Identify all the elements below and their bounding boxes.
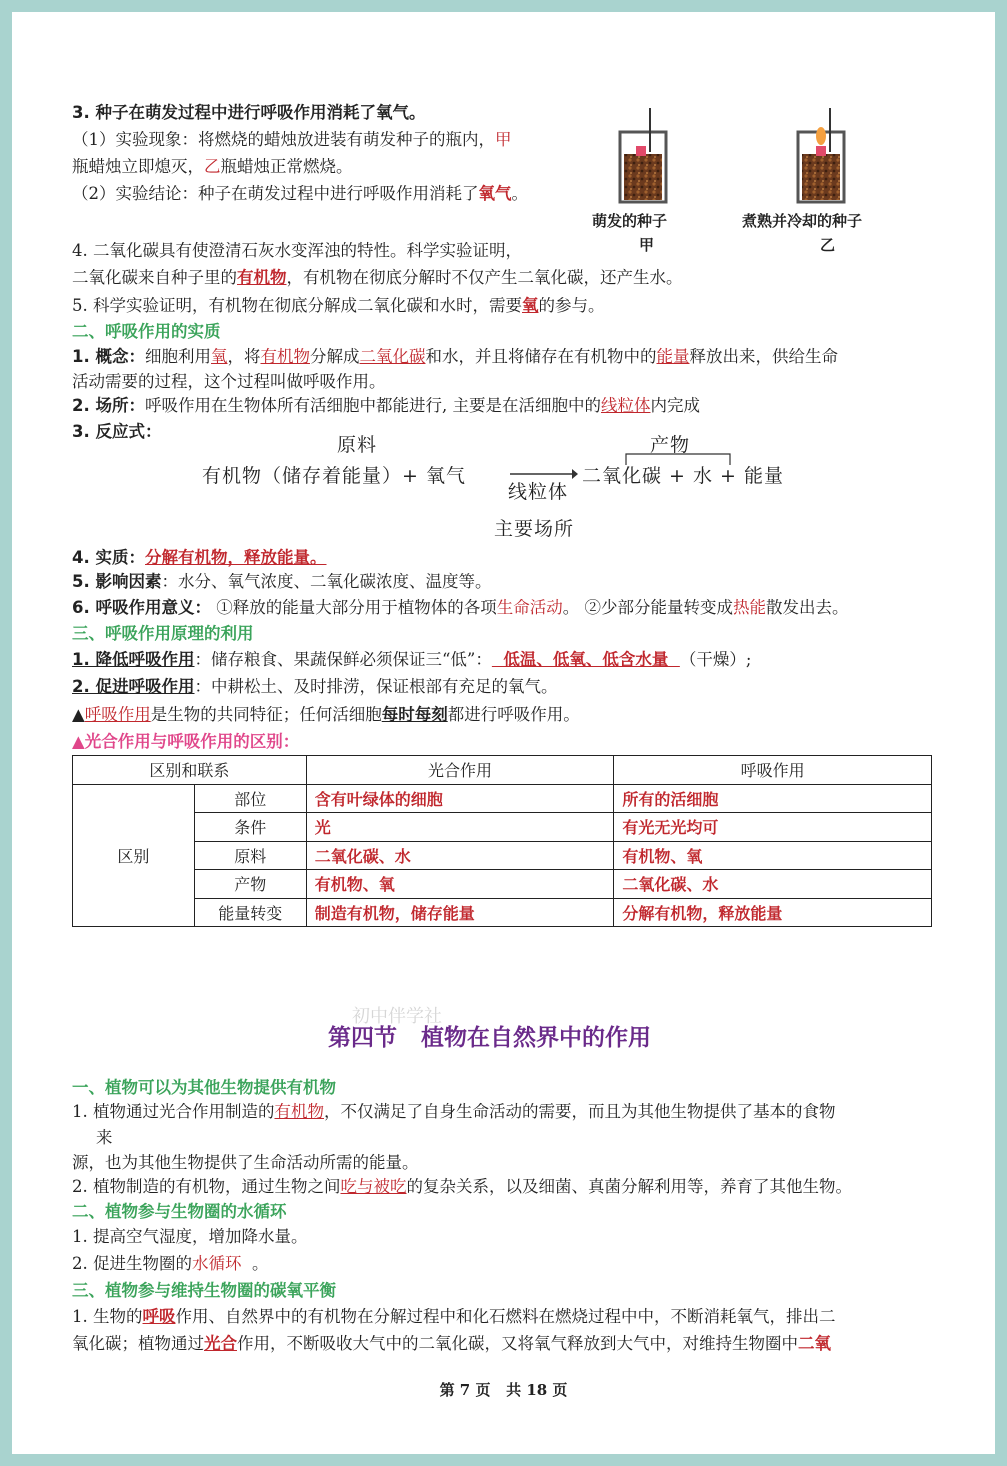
text: 1. 植物通过光合作用制造的 xyxy=(72,1102,275,1121)
text: 是生物的共同特征；任何活细胞 xyxy=(150,705,382,724)
text: ①释放的能量大部分用于植物体的各项 xyxy=(211,598,497,617)
table-cell: 产物 xyxy=(194,870,306,899)
s3-phenomenon xyxy=(72,127,512,153)
watermark: 初中伴学社 xyxy=(352,1006,442,1027)
text: ，有机物在彻底分解时不仅产生二氧化碳，还产生水。 xyxy=(286,268,683,287)
fig-left-label: 甲 xyxy=(639,236,655,254)
table-header: 呼吸作用 xyxy=(614,756,932,785)
s4-line2 xyxy=(72,265,683,291)
table-header: 区别和联系 xyxy=(73,756,307,785)
table-row xyxy=(73,870,932,899)
comparison-table xyxy=(72,755,932,927)
text: （2）实验结论：种子在萌发过程中进行呼吸作用消耗了 xyxy=(72,184,479,203)
s3-heading: 3. 种子在萌发过程中进行呼吸作用消耗了氧气。 xyxy=(72,103,426,122)
use-heading: 三、呼吸作用原理的利用 xyxy=(72,624,254,643)
answer: 有机物 xyxy=(274,1102,324,1121)
fig-right-caption: 煮熟并冷却的种子 xyxy=(742,212,863,230)
label: 1. 概念： xyxy=(72,347,145,366)
sec4-h2: 二、植物参与生物圈的水循环 xyxy=(72,1202,287,1221)
answer: 线粒体 xyxy=(601,396,651,415)
label: 5. 影响因素 xyxy=(72,572,162,591)
text: 。 xyxy=(241,1254,269,1273)
sec4-h3: 三、植物参与维持生物圈的碳氧平衡 xyxy=(72,1281,336,1300)
text: 。 ②少部分能量转变成 xyxy=(562,598,733,617)
text: 作用、自然界中的有机物在分解过程中和化石燃料在燃烧过程中中，不断消耗氧气，排出二 xyxy=(175,1307,836,1326)
text: 氧化碳；植物通过 xyxy=(72,1334,204,1353)
table-cell: 制造有机物，储存能量 xyxy=(306,898,614,927)
factors-line xyxy=(72,569,492,595)
s3-conclusion xyxy=(72,181,528,207)
table-cell: 条件 xyxy=(194,813,306,842)
table-cell: 有机物、氧 xyxy=(306,870,614,899)
text: 释放出来，供给生命 xyxy=(689,347,838,366)
answer: 水循环 xyxy=(192,1254,242,1273)
answer: 分解有机物，释放能量。 xyxy=(145,548,327,567)
answer: 低温、低氧、低含水量 xyxy=(491,650,680,669)
text: 2. 促进生物圈的 xyxy=(72,1254,192,1273)
jar-a xyxy=(620,108,666,202)
fig-right-label: 乙 xyxy=(820,236,836,254)
text: 内完成 xyxy=(650,396,700,415)
answer: 二氧化碳 xyxy=(359,347,426,366)
text: 1. 生物的 xyxy=(72,1307,143,1326)
answer: 光合 xyxy=(204,1334,237,1353)
text: 的参与。 xyxy=(538,296,605,315)
sec4-l1-wrap: 来 xyxy=(96,1128,113,1147)
answer: 二氧 xyxy=(798,1334,831,1353)
promote-line xyxy=(72,674,558,700)
jar-a-label: 甲 xyxy=(495,130,512,149)
text: 瓶蜡烛立即熄灭， xyxy=(72,157,204,176)
s4-line1: 4. 二氧化碳具有使澄清石灰水变浑浊的特性。科学实验证明， xyxy=(72,241,522,260)
text: 。 xyxy=(511,184,528,203)
answer: 呼吸 xyxy=(142,1307,176,1326)
text: 5. 科学实验证明，有机物在彻底分解成二氧化碳和水时，需要 xyxy=(72,296,522,315)
text: ，不仅满足了自身生命活动的需要，而且为其他生物提供了基本的食物 xyxy=(324,1102,836,1121)
sec4-w1: 1. 提高空气湿度，增加降水量。 xyxy=(72,1227,308,1246)
answer: 呼吸作用 xyxy=(84,705,151,724)
text: （干燥）; xyxy=(679,650,752,669)
eq-left: 有机物（储存着能量）+ 氧气 xyxy=(202,465,466,487)
page xyxy=(12,12,995,1454)
section-title: 第四节 植物在自然界中的作用 xyxy=(328,1025,652,1051)
label: 2. 场所： xyxy=(72,396,145,415)
nature-line xyxy=(72,545,327,571)
jar-b xyxy=(798,108,844,202)
eq-raw-label: 原料 xyxy=(337,434,378,456)
essence-heading: 二、呼吸作用的实质 xyxy=(72,322,221,341)
answer: 吃与被吃 xyxy=(340,1177,407,1196)
table-cell: 有光无光均可 xyxy=(614,813,932,842)
text: 散发出去。 xyxy=(766,598,849,617)
table-header: 光合作用 xyxy=(306,756,614,785)
text: ：水分、氧气浓度、二氧化碳浓度、温度等。 xyxy=(161,572,492,591)
answer: 氧气 xyxy=(478,184,512,203)
table-cell: 能量转变 xyxy=(194,898,306,927)
table-row xyxy=(73,841,932,870)
table-row xyxy=(73,898,932,927)
fig-left-caption: 萌发的种子 xyxy=(592,212,668,230)
page-footer: 第 7 页 共 18 页 xyxy=(439,1381,568,1399)
table-cell: 所有的活细胞 xyxy=(614,784,932,813)
label: 2. 促进呼吸作用 xyxy=(72,677,195,696)
concept-line1 xyxy=(72,344,838,370)
eq-site: 主要场所 xyxy=(494,518,575,540)
sec4-h1: 一、植物可以为其他生物提供有机物 xyxy=(72,1078,336,1097)
text: 作用，不断吸收大气中的二氧化碳，又将氧气释放到大气中，对维持生物圈中 xyxy=(237,1334,798,1353)
label: 1. 降低呼吸作用 xyxy=(72,650,195,669)
table-cell: 二氧化碳、水 xyxy=(306,841,614,870)
text: 分解成 xyxy=(310,347,360,366)
text: 细胞利用 xyxy=(145,347,211,366)
table-cell: 分解有机物，释放能量 xyxy=(614,898,932,927)
text: 二氧化碳来自种子里的 xyxy=(72,268,237,287)
sec4-k1 xyxy=(72,1304,836,1330)
reduce-line xyxy=(72,647,751,673)
table-row xyxy=(73,784,932,813)
table-group-cell: 区别 xyxy=(73,784,195,927)
eq-right: 二氧化碳 + 水 + 能量 xyxy=(582,465,784,487)
table-cell: 有机物、氧 xyxy=(614,841,932,870)
sec4-l2 xyxy=(72,1174,852,1200)
table-cell: 二氧化碳、水 xyxy=(614,870,932,899)
text: 都进行呼吸作用。 xyxy=(447,705,580,724)
text: ，将 xyxy=(227,347,261,366)
text: 呼吸作用在生物体所有活细胞中都能进行, 主要是在活细胞中的 xyxy=(145,396,601,415)
formula-label: 3. 反应式： xyxy=(72,422,162,441)
place-line xyxy=(72,393,700,419)
sec4-k2 xyxy=(72,1331,831,1357)
answer: 氧 xyxy=(211,347,228,366)
table-header-row xyxy=(73,756,932,785)
label: 6. 呼吸作用意义： xyxy=(72,598,211,617)
sec4-l1 xyxy=(72,1099,836,1125)
answer: 能量 xyxy=(656,347,690,366)
text: （1）实验现象：将燃烧的蜡烛放进装有萌发种子的瓶内， xyxy=(72,130,495,149)
meaning-line xyxy=(72,595,849,621)
table-cell: 光 xyxy=(306,813,614,842)
sec4-w2 xyxy=(72,1251,269,1277)
text: 2. 植物制造的有机物，通过生物之间 xyxy=(72,1177,341,1196)
answer: 生命活动 xyxy=(496,598,563,617)
text: 的复杂关系，以及细菌、真菌分解利用等，养育了其他生物。 xyxy=(406,1177,852,1196)
triangle-icon: ▲ xyxy=(72,705,85,724)
note-line xyxy=(72,702,580,728)
text: ：中耕松土、及时排涝，保证根部有充足的氧气。 xyxy=(194,677,558,696)
table-cell: 原料 xyxy=(194,841,306,870)
text: 瓶蜡烛正常燃烧。 xyxy=(220,157,353,176)
table-cell: 部位 xyxy=(194,784,306,813)
eq-condition: 线粒体 xyxy=(508,481,569,503)
answer: 氧 xyxy=(522,296,539,315)
jar-b-label: 乙 xyxy=(204,157,221,176)
text: 和水，并且将储存在有机物中的 xyxy=(425,347,657,366)
table-cell: 含有叶绿体的细胞 xyxy=(306,784,614,813)
eq-product-label: 产物 xyxy=(650,434,691,456)
s3-phenomenon-cont xyxy=(72,154,353,180)
concept-line2: 活动需要的过程，这个过程叫做呼吸作用。 xyxy=(72,372,386,391)
text: ：储存粮食、果蔬保鲜必须保证三“低”： xyxy=(194,650,492,669)
answer: 有机物 xyxy=(260,347,310,366)
sec4-l1-cont: 源，也为其他生物提供了生命活动所需的能量。 xyxy=(72,1153,419,1172)
s5-line xyxy=(72,293,605,319)
compare-heading: ▲光合作用与呼吸作用的区别： xyxy=(72,732,300,751)
answer: 有机物 xyxy=(237,268,287,287)
experiment-figure xyxy=(612,102,872,212)
answer: 热能 xyxy=(733,598,766,617)
label: 4. 实质： xyxy=(72,548,145,567)
table-row xyxy=(73,813,932,842)
answer: 每时每刻 xyxy=(381,705,448,724)
